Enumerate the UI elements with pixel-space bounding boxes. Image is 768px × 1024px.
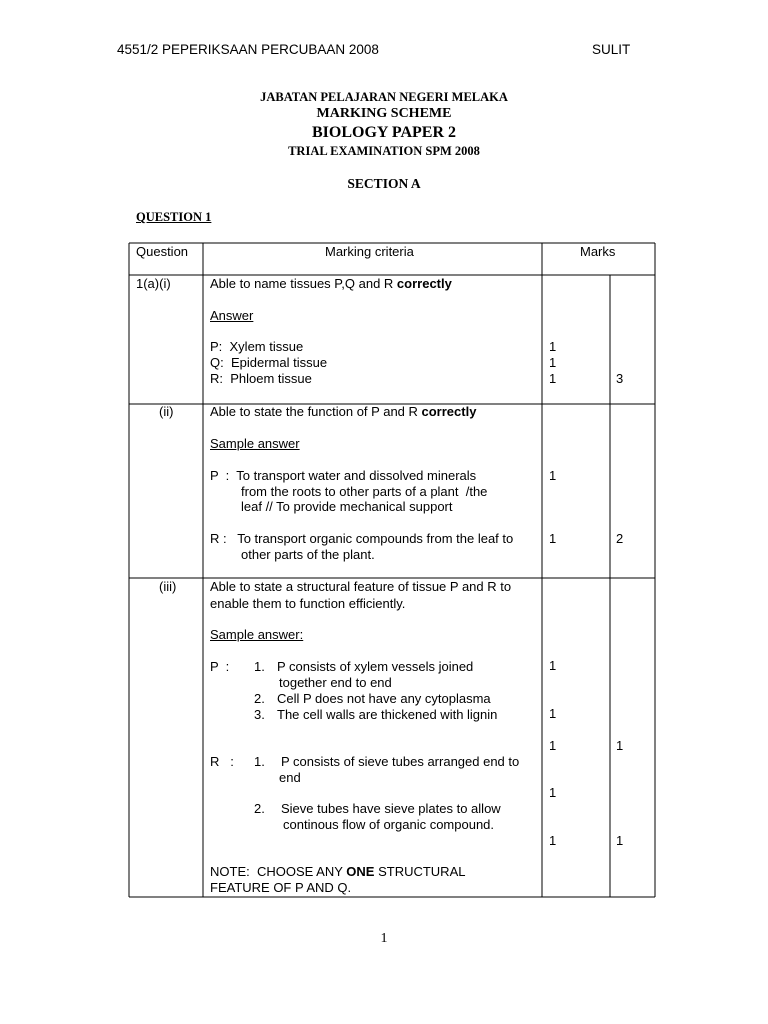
row1-answer-label: Answer <box>210 308 254 323</box>
row3-question-number: (iii) <box>159 579 177 594</box>
row3-mark: 1 <box>549 658 557 673</box>
organization-title: JABATAN PELAJARAN NEGERI MELAKA <box>260 90 508 104</box>
row2-criteria-emphasis: correctly <box>421 404 477 419</box>
row3-mark: 1 <box>549 706 557 721</box>
row3-r-item-number: 1. <box>254 754 265 769</box>
row3-total-mark: 1 <box>616 833 624 848</box>
row2-criteria-text: Able to state the function of P and R <box>210 404 422 419</box>
row3-criteria-line: Able to state a structural feature of tissue P and R to <box>210 579 512 594</box>
exam-title: TRIAL EXAMINATION SPM 2008 <box>288 144 480 158</box>
document-title: MARKING SCHEME <box>316 106 452 121</box>
row1-answer-r: R: Phloem tissue <box>210 371 312 386</box>
row3-note-emphasis: ONE <box>346 864 375 879</box>
header-classification: SULIT <box>592 42 631 57</box>
row1-mark: 1 <box>549 355 557 370</box>
row2-answer-r-line: R : To transport organic compounds from the leaf to <box>210 531 514 546</box>
row2-question-number: (ii) <box>159 404 174 419</box>
row1-total-mark: 3 <box>616 371 624 386</box>
column-header-marks: Marks <box>580 244 616 259</box>
row1-answer-p: P: Xylem tissue <box>210 339 304 354</box>
row2-mark: 1 <box>549 468 557 483</box>
paper-title: BIOLOGY PAPER 2 <box>311 124 456 141</box>
row3-p-item-number: 1. <box>254 659 265 674</box>
row3-p-item-text: The cell walls are thickened with lignin <box>277 707 498 722</box>
header-exam-code: 4551/2 PEPERIKSAAN PERCUBAAN 2008 <box>117 42 379 57</box>
column-header-marking-criteria: Marking criteria <box>325 244 414 259</box>
row2-answer-p-line: from the roots to other parts of a plant /the <box>241 484 488 499</box>
row3-note-line: FEATURE OF P AND Q. <box>210 880 352 895</box>
row1-criteria-emphasis: correctly <box>396 276 452 291</box>
question-heading: QUESTION 1 <box>136 210 212 224</box>
row2-answer-p-line: leaf // To provide mechanical support <box>241 499 453 514</box>
row1-mark: 1 <box>549 371 557 386</box>
row3-r-item-text: end <box>279 770 301 785</box>
row3-p-item-number: 2. <box>254 691 265 706</box>
section-heading: SECTION A <box>347 176 421 191</box>
row1-criteria-text: Able to name tissues P,Q and R <box>210 276 397 291</box>
row2-total-mark: 2 <box>616 531 624 546</box>
row3-criteria-line: enable them to function efficiently. <box>210 596 406 611</box>
row3-answer-label: Sample answer: <box>210 627 304 642</box>
row2-mark: 1 <box>549 531 557 546</box>
row3-p-item-text: P consists of xylem vessels joined <box>277 659 474 674</box>
row3-note-text: STRUCTURAL <box>374 864 466 879</box>
row2-answer-p-line: P : To transport water and dissolved minerals <box>210 468 477 483</box>
row1-criteria <box>210 276 452 292</box>
row3-p-item-number: 3. <box>254 707 265 722</box>
row3-r-label: R : <box>210 754 234 769</box>
row3-mark: 1 <box>549 833 557 848</box>
column-header-question: Question <box>136 244 189 259</box>
row3-r-item-text: P consists of sieve tubes arranged end to <box>281 754 520 769</box>
row3-r-item-text: Sieve tubes have sieve plates to allow <box>281 801 501 816</box>
row3-p-label: P : <box>210 659 230 674</box>
row3-total-mark: 1 <box>616 738 624 753</box>
row2-criteria <box>210 404 476 420</box>
row2-answer-label: Sample answer <box>210 436 300 451</box>
row1-answer-q: Q: Epidermal tissue <box>210 355 328 370</box>
row3-mark: 1 <box>549 785 557 800</box>
row3-p-item-text: together end to end <box>279 675 392 690</box>
row3-mark: 1 <box>549 738 557 753</box>
row3-note-text: NOTE: CHOOSE ANY <box>210 864 347 879</box>
row1-question-number: 1(a)(i) <box>136 276 171 291</box>
page-number: 1 <box>380 931 388 946</box>
row3-note <box>210 864 465 880</box>
row3-r-item-number: 2. <box>254 801 265 816</box>
row3-p-item-text: Cell P does not have any cytoplasma <box>277 691 491 706</box>
row1-mark: 1 <box>549 339 557 354</box>
row2-answer-r-line: other parts of the plant. <box>241 547 375 562</box>
row3-r-item-text: continous flow of organic compound. <box>283 817 495 832</box>
